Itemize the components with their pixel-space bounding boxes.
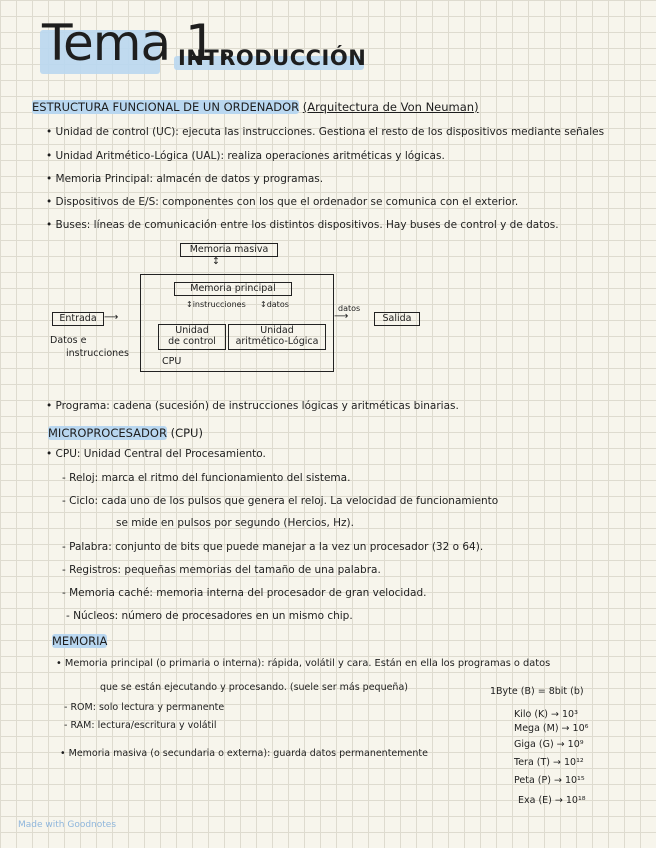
memoria-principal-line-2: que se están ejecutando y procesando. (suele ser más pequeña) <box>100 682 408 693</box>
section-heading <box>32 100 479 114</box>
section-heading-text: ESTRUCTURA FUNCIONAL DE UN ORDENADOR <box>32 100 300 114</box>
memoria-masiva-box: Memoria masiva <box>180 243 278 257</box>
unit-tera: Tera (T) → 10¹² <box>514 757 584 768</box>
entrada-arrow-icon: ⟶ <box>104 312 119 323</box>
unidad-aritmetica-box: Unidad aritmético-Lógica <box>228 324 326 350</box>
unit-byte: 1Byte (B) = 8bit (b) <box>490 686 584 697</box>
bullet-memoria: • Memoria Principal: almacén de datos y programas. <box>46 173 324 185</box>
micro-heading: MICROPROCESADOR (CPU) <box>48 426 203 440</box>
memoria-principal-line: • Memoria principal (o primaria o interna): rápida, volátil y cara. Están en ella los programas o datos <box>56 658 551 669</box>
bullet-uc: • Unidad de control (UC): ejecuta las instrucciones. Gestiona el resto de los dispositivos mediante señales <box>46 126 605 138</box>
registros-line: - Registros: pequeñas memorias del tamaño de una palabra. <box>62 564 381 576</box>
cpu-label: CPU <box>162 356 182 367</box>
cpu-line: • CPU: Unidad Central del Procesamiento. <box>46 448 266 460</box>
bullet-ual: • Unidad Aritmético-Lógica (UAL): realiza operaciones aritméticas y lógicas. <box>46 150 445 162</box>
ciclo-line: - Ciclo: cada uno de los pulsos que genera el reloj. La velocidad de funcionamiento <box>62 495 499 507</box>
unit-mega: Mega (M) → 10⁶ <box>514 723 589 734</box>
goodnotes-watermark: Made with Goodnotes <box>18 820 117 830</box>
reloj-line: - Reloj: marca el ritmo del funcionamiento del sistema. <box>62 472 351 484</box>
palabra-line: - Palabra: conjunto de bits que puede manejar a la vez un procesador (32 o 64). <box>62 541 484 553</box>
ram-line: - RAM: lectura/escritura y volátil <box>64 720 217 731</box>
page-subtitle: INTRODUCCIÓN <box>178 46 367 70</box>
unit-exa: Exa (E) → 10¹⁸ <box>518 795 586 806</box>
ciclo-line-2: se mide en pulsos por segundo (Hercios, Hz). <box>116 517 354 529</box>
unit-giga: Giga (G) → 10⁹ <box>514 739 584 750</box>
instrucciones-label: ↕instrucciones <box>186 300 246 309</box>
unit-peta: Peta (P) → 10¹⁵ <box>514 775 585 786</box>
salida-arrow-icon: ⟶ <box>334 311 349 322</box>
salida-box: Salida <box>374 312 420 326</box>
memoria-masiva-line: • Memoria masiva (o secundaria o externa): guarda datos permanentemente <box>60 748 428 759</box>
bullet-dispositivos: • Dispositivos de E/S: componentes con los que el ordenador se comunica con el exterior. <box>46 196 519 208</box>
arrow-updown-icon: ↕ <box>212 256 220 267</box>
rom-line: - ROM: solo lectura y permanente <box>64 702 225 713</box>
section-subheading: (Arquitectura de Von Neuman) <box>302 100 479 114</box>
bullet-buses: • Buses: líneas de comunicación entre los distintos dispositivos. Hay buses de control y de datos. <box>46 219 559 231</box>
memoria-principal-box: Memoria principal <box>174 282 292 296</box>
datos-inner-label: ↕datos <box>260 300 289 309</box>
unit-kilo: Kilo (K) → 10³ <box>514 709 578 720</box>
page-title: Tema 1. <box>42 14 231 72</box>
nucleos-line: - Núcleos: número de procesadores en un mismo chip. <box>66 610 353 622</box>
cache-line: - Memoria caché: memoria interna del procesador de gran velocidad. <box>62 587 427 599</box>
unidad-control-box: Unidad de control <box>158 324 226 350</box>
memoria-heading: MEMORIA <box>52 634 108 648</box>
datos-out-label: datos <box>338 304 361 313</box>
entrada-box: Entrada <box>52 312 104 326</box>
entrada-note: Datos e instrucciones <box>50 335 129 359</box>
programa-line: • Programa: cadena (sucesión) de instrucciones lógicas y aritméticas binarias. <box>46 400 459 412</box>
